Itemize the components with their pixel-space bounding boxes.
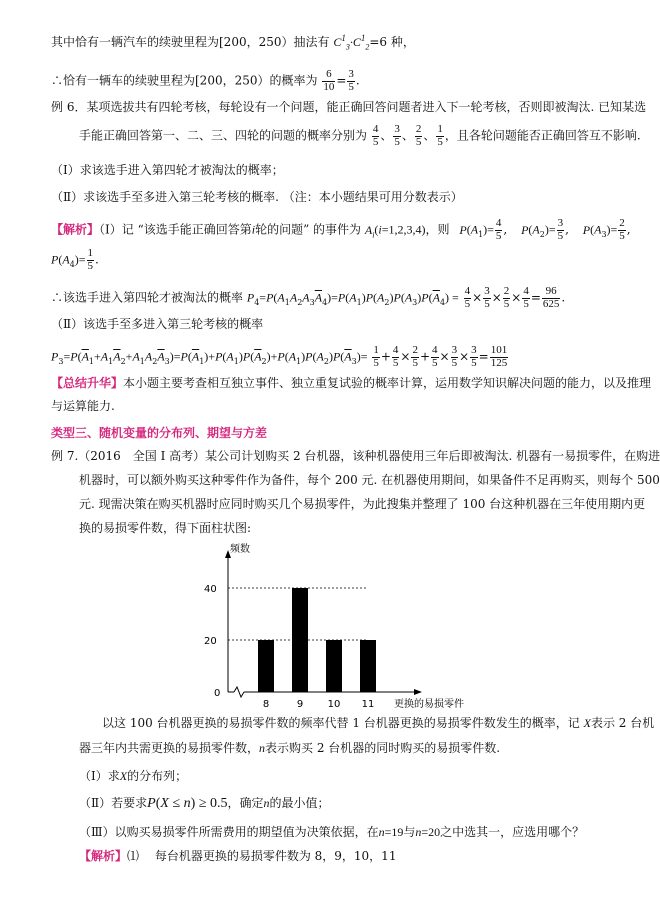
text-line: 器三年内共需更换的易损零件数，n表示购买 2 台机器的同时购买的易损零件数. [79,741,501,755]
text-line: 例 6．某项选拔共有四轮考核，每轮设有一个问题，能正确回答问题者进入下一轮考核，否则即被淘汰. 已知某选 [51,100,647,114]
combination-expression: $C^1_3\cdot C^1_2$ [333,33,370,52]
bar-8 [258,640,274,692]
text-line: 例 7.（2016 全国 I 高考）某公司计划购买 2 台机器，该种机器使用三年后即被淘汰. 机器有一易损零件，在购进 [51,449,660,463]
text-line: （Ⅱ）求该选手至多进入第三轮考核的概率. （注：本小题结果可用分数表示） [51,190,463,204]
text-line: ∴恰有一辆车的续驶里程为[200，250）的概率为 $\frac{6}{10}$ = $\frac{3}{5}$ . [51,68,360,93]
y-tick-label: 20 [204,636,217,647]
axis-break [234,687,244,697]
origin-label: 0 [214,688,221,699]
y-axis-label: 频数 [230,544,250,555]
x-tick-label: 9 [296,699,304,710]
text-line: 元. 现需决策在购买机器时应同时购买几个易损零件，为此搜集并整理了 100 台这种机器在三年使用期内更 [79,497,646,511]
x-tick-label: 10 [327,699,341,710]
text-line: （Ⅱ）若要求P(X ≤ n) ≥ 0.5，确定n的最小值； [79,796,330,811]
text-line: 【解析】（Ⅰ）记 “该选手能正确回答第i轮的问题” 的事件为 $A_i(i=1,2,3,4)$，则 $P(A_1)=$ $\frac{4}{5}$ , $P(A_2)=$ $\frac{3}{5}$ , $P(A_3)=$ $\frac{2}{5}$ , [51,217,631,242]
text-line: 手能正确回答第一、二、三、四轮的问题的概率分别为 $\frac{4}{5}$ 、 $\frac{3}{5}$ 、 $\frac{2}{5}$ 、 $\frac{1}{5}$ ，且各轮问题能否正确回答互不影响. [79,123,641,148]
text-line: 其中恰有一辆汽车的续驶里程为[200，250）抽法有 $C^1_3\cdot C^1_2=6$ 种， [51,33,415,52]
x-axis-arrow [414,689,422,695]
text-line: （Ⅰ）求该选手进入第四轮才被淘汰的概率； [51,163,284,177]
math-line: $P_3=P(\overline{A}_1+A_1\overline{A}_2+A_1A_2\overline{A}_3)=P(\overline{A}_1)+P(A_1)P(\overline{A}_2)+P(A_1)P(A_2)P(\overline{A}_3)=$ $\frac{1}{5}$ + $\frac{4}{5}$ × $\frac{2}{5}$ + $\frac{4}{5}$ × $\frac{3}{5}$ × $\frac{3}{5}$ = $\frac{101}{125}$ [51,344,508,369]
math-line: $P(A_4)=$ $\frac{1}{5}$ . [51,247,99,272]
x-axis-label: 更换的易损零件 [394,699,464,710]
bar-chart [190,540,490,710]
text-line: 机器时，可以额外购买这种零件作为备件，每个 200 元. 在机器使用期间，如果备件不足再购买，则每个 500 [79,473,660,487]
text-line: （Ⅰ）求X的分布列； [79,769,188,783]
text-line: 与运算能力. [51,399,115,413]
bar-11 [360,640,376,692]
x-tick-label: 11 [361,699,375,710]
bar-9 [292,588,308,692]
text-line: 换的易损零件数，得下面柱状图: [79,521,252,535]
x-tick-label: 8 [262,699,270,710]
section-heading: 类型三、随机变量的分布列、期望与方差 [51,426,268,440]
text-line: ∴该选手进入第四轮才被淘汰的概率 $P_4=P(A_1A_2A_3\overline{A}_4)=P(A_1)P(A_2)P(A_3)P(\overline{A}_4)$ = $\frac{4}{5}$ × $\frac{3}{5}$ × $\frac{2}{5}$ × $\frac{4}{5}$ = $\frac{96}{625}$ . [51,285,566,310]
y-tick-label: 40 [204,584,217,595]
bar-10 [326,640,342,692]
text-line: 【解析】⑴ 每台机器更换的易损零件数为 8，9，10，11 [79,849,397,863]
text-line: 以这 100 台机器更换的易损零件数的频率代替 1 台机器更换的易损零件数发生的概率，记 X表示 2 台机 [102,716,655,730]
text-line: （Ⅲ）以购买易损零件所需费用的期望值为决策依据，在n=19与n=20之中选其一，应选用哪个？ [79,825,585,839]
text-line: 【总结升华】本小题主要考查相互独立事件、独立重复试验的概率计算，运用数学知识解决问题的能力，以及推理 [51,376,652,390]
text-line: （Ⅱ）该选手至多进入第三轮考核的概率 [51,317,264,331]
